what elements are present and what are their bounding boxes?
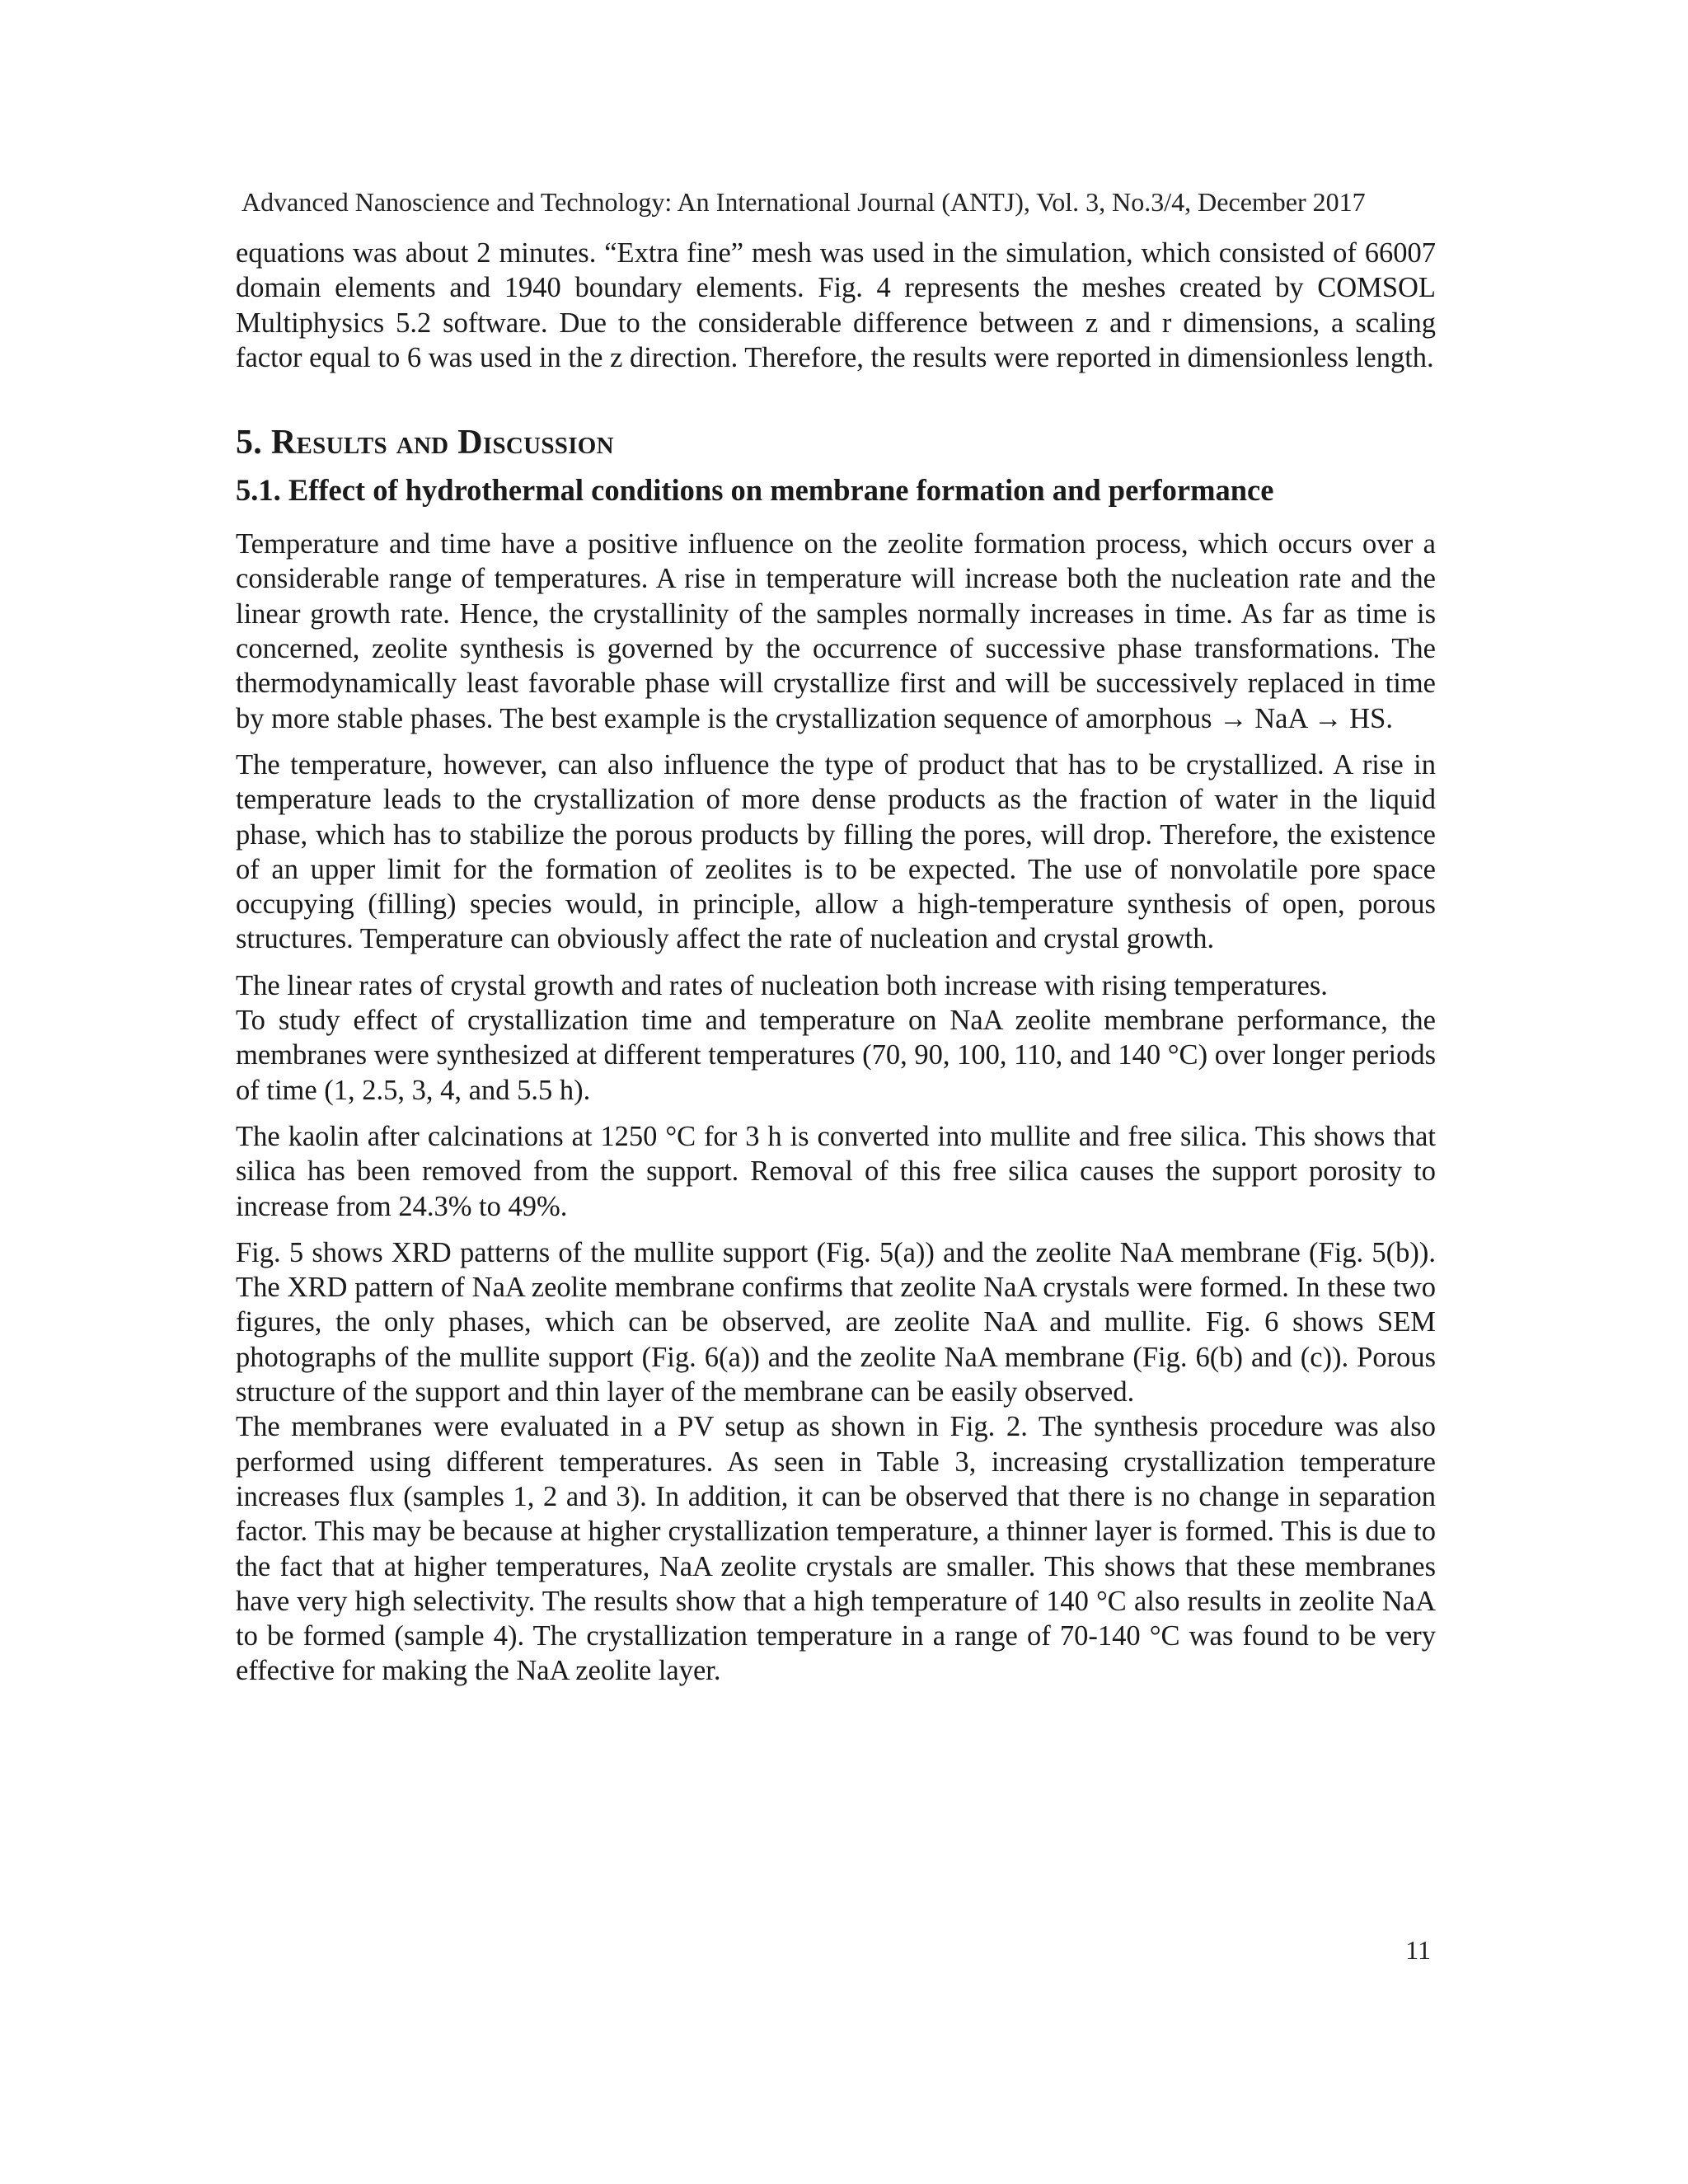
body-paragraph: The kaolin after calcinations at 1250 °C for 3 h is converted into mullite and free silica. This shows that silica has been removed from the support. Removal of this free silica causes the support porosity to increase from 24.3% to 49%. — [236, 1120, 1436, 1222]
page-number: 11 — [1405, 1935, 1431, 1965]
body-paragraph: Fig. 5 shows XRD patterns of the mullite support (Fig. 5(a)) and the zeolite NaA membrane (Fig. 5(b)). The XRD pattern of NaA zeolite membrane confirms that zeolite NaA crystals were formed. In these two figures, the only phases, which can be observed, are zeolite NaA and mullite. Fig. 6 shows SEM photographs of the mullite support (Fig. 6(a)) and the zeolite NaA membrane (Fig. 6(b) and (c)). Porous structure of the support and thin layer of the membrane can be easily observed. — [236, 1236, 1436, 1408]
body-paragraph: Temperature and time have a positive influence on the zeolite formation process, which occurs over a considerable range of temperatures. A rise in temperature will increase both the nucleation rate and the linear growth rate. Hence, the crystallinity of the samples normally increases in time. As far as time is concerned, zeolite synthesis is governed by the occurrence of successive phase transformations. The thermodynamically least favorable phase will crystallize first and will be successively replaced in time by more stable phases. The best example is the crystallization sequence of amorphous → NaA → HS. — [236, 528, 1436, 734]
running-header: Advanced Nanoscience and Technology: An International Journal (ANTJ), Vol. 3, No.3/4, December 2017 — [241, 187, 1366, 217]
body-paragraph: The temperature, however, can also influence the type of product that has to be crystallized. A rise in temperature leads to the crystallization of more dense products as the fraction of water in the liquid phase, which has to stabilize the porous products by filling the pores, will drop. Therefore, the existence of an upper limit for the formation of zeolites is to be expected. The use of nonvolatile pore space occupying (filling) species would, in principle, allow a high-temperature synthesis of open, porous structures. Temperature can obviously affect the rate of nucleation and crystal growth. — [236, 748, 1436, 955]
section-heading: 5. Results and Discussion — [236, 424, 614, 462]
body-paragraph: To study effect of crystallization time and temperature on NaA zeolite membrane performance, the membranes were synthesized at different temperatures (70, 90, 100, 110, and 140 °C) over longer periods of time (1, 2.5, 3, 4, and 5.5 h). — [236, 1005, 1436, 1106]
body-paragraph: equations was about 2 minutes. “Extra fine” mesh was used in the simulation, which consisted of 66007 domain elements and 1940 boundary elements. Fig. 4 represents the meshes created by COMSOL Multiphysics 5.2 software. Due to the considerable difference between z and r dimensions, a scaling factor equal to 6 was used in the z direction. Therefore, the results were reported in dimensionless length. — [236, 237, 1436, 373]
subsection-heading: 5.1. Effect of hydrothermal conditions on membrane formation and performance — [236, 473, 1274, 508]
page-content — [236, 236, 1436, 1700]
body-paragraph: The linear rates of crystal growth and rates of nucleation both increase with rising temperatures. — [236, 969, 1328, 1001]
body-paragraph: The membranes were evaluated in a PV setup as shown in Fig. 2. The synthesis procedure was also performed using different temperatures. As seen in Table 3, increasing crystallization temperature increases flux (samples 1, 2 and 3). In addition, it can be observed that there is no change in separation factor. This may be because at higher crystallization temperature, a thinner layer is formed. This is due to the fact that at higher temperatures, NaA zeolite crystals are smaller. This shows that these membranes have very high selectivity. The results show that a high temperature of 140 °C also results in zeolite NaA to be formed (sample 4). The crystallization temperature in a range of 70-140 °C was found to be very effective for making the NaA zeolite layer. — [236, 1411, 1436, 1687]
